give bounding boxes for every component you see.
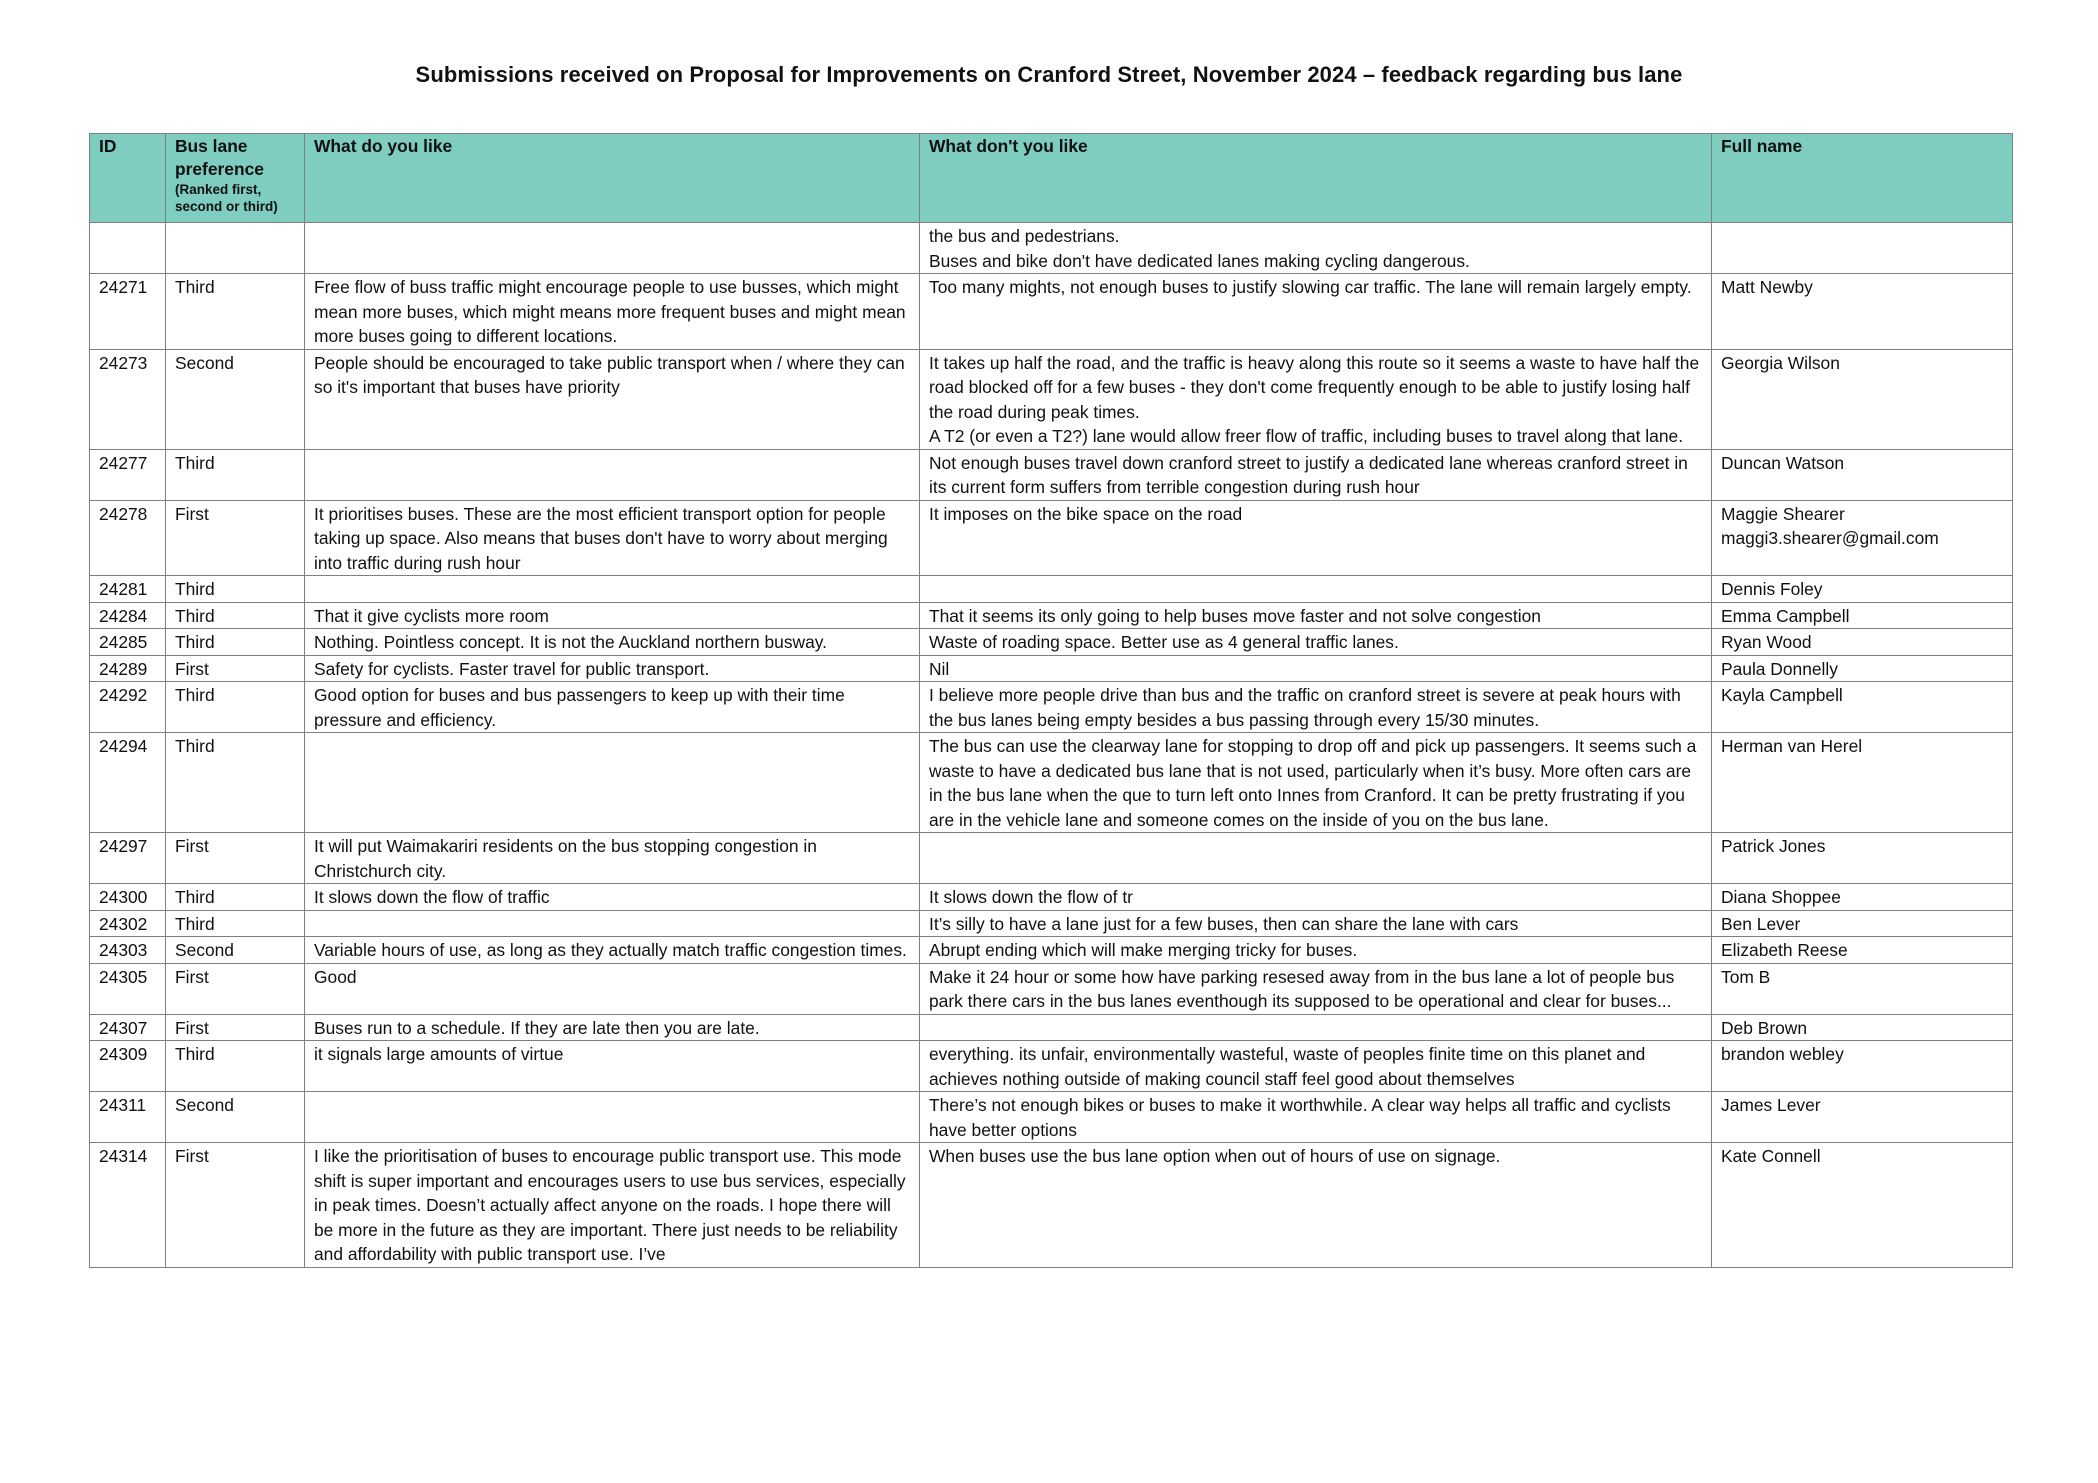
cell-like-line: It slows down the flow of traffic xyxy=(314,887,550,907)
cell-id: 24297 xyxy=(90,833,166,884)
cell-like xyxy=(305,733,920,833)
cell-name xyxy=(1712,500,2013,576)
cell-dislike xyxy=(920,937,1712,964)
cell-name xyxy=(1712,963,2013,1014)
cell-dislike-line: A T2 (or even a T2?) lane would allow freer flow of traffic, including buses to travel along that lane. xyxy=(929,426,1684,446)
cell-dislike xyxy=(920,682,1712,733)
cell-dislike-line: The bus can use the clearway lane for stopping to drop off and pick up passengers. It seems such a waste to have a dedicated bus lane that is not used, particularly when it’s busy. More often cars are in the bus lane when the que to turn left onto Innes from Cranford. It can be pretty frustrating if you are in the vehicle lane and someone comes on the inside of you on the bus lane. xyxy=(929,736,1697,830)
header-preference-sublabel: (Ranked first, second or third) xyxy=(175,182,278,214)
cell-like xyxy=(305,833,920,884)
header-name: Full name xyxy=(1712,134,2013,223)
cell-like xyxy=(305,1143,920,1268)
cell-name xyxy=(1712,682,2013,733)
cell-id: 24314 xyxy=(90,1143,166,1268)
cell-id: 24311 xyxy=(90,1092,166,1143)
cell-name xyxy=(1712,349,2013,449)
table-row xyxy=(90,963,2013,1014)
cell-dislike-line: It takes up half the road, and the traffic is heavy along this route so it seems a waste to have half the road blocked off for a few buses - they don't come frequently enough to be able to justify losing half the road during peak times. xyxy=(929,352,1700,422)
cell-id: 24281 xyxy=(90,576,166,603)
cell-id: 24303 xyxy=(90,937,166,964)
cell-dislike-line: Too many mights, not enough buses to justify slowing car traffic. The lane will remain largely empty. xyxy=(929,277,1692,297)
cell-dislike xyxy=(920,733,1712,833)
cell-name-line: Duncan Watson xyxy=(1721,452,1845,473)
cell-preference: First xyxy=(166,655,305,682)
cell-name xyxy=(1712,223,2013,274)
cell-id: 24277 xyxy=(90,449,166,500)
cell-like xyxy=(305,655,920,682)
cell-like-line: Safety for cyclists. Faster travel for public transport. xyxy=(314,658,710,679)
cell-name-line: James Lever xyxy=(1721,1095,1821,1115)
cell-dislike-line: It slows down the flow of tr xyxy=(929,887,1133,907)
cell-preference: First xyxy=(166,1014,305,1041)
cell-preference: Second xyxy=(166,1092,305,1143)
cell-dislike xyxy=(920,629,1712,656)
table-row xyxy=(90,274,2013,350)
cell-id: 24278 xyxy=(90,500,166,576)
cell-name xyxy=(1712,1092,2013,1143)
cell-id: 24294 xyxy=(90,733,166,833)
cell-dislike xyxy=(920,500,1712,576)
cell-dislike-line: everything. its unfair, environmentally wasteful, waste of peoples finite time on this planet and achieves nothing outside of making council staff feel good about themselves xyxy=(929,1044,1646,1089)
table-row xyxy=(90,449,2013,500)
cell-id xyxy=(90,223,166,274)
cell-name-line: Georgia Wilson xyxy=(1721,352,1840,373)
cell-like xyxy=(305,274,920,350)
cell-like xyxy=(305,449,920,500)
cell-dislike-line: Abrupt ending which will make merging tricky for buses. xyxy=(929,940,1358,960)
cell-preference: First xyxy=(166,833,305,884)
cell-like xyxy=(305,910,920,937)
cell-id: 24307 xyxy=(90,1014,166,1041)
cell-name xyxy=(1712,910,2013,937)
cell-like-line: It will put Waimakariri residents on the bus stopping congestion in Christchurch city. xyxy=(314,836,817,881)
cell-id: 24271 xyxy=(90,274,166,350)
table-row xyxy=(90,937,2013,964)
cell-preference: Third xyxy=(166,733,305,833)
table-row xyxy=(90,1014,2013,1041)
cell-dislike xyxy=(920,602,1712,629)
cell-preference: Third xyxy=(166,274,305,350)
cell-like-line: I like the prioritisation of buses to encourage public transport use. This mode shift is super important and encourages users to use bus services, especially in peak times. Doesn’t actually affect anyone on the roads. I hope there will be more in the future as they are important. There just needs to be reliability and affordability with public transport use. I’ve xyxy=(314,1146,906,1264)
cell-preference: First xyxy=(166,1143,305,1268)
cell-id: 24300 xyxy=(90,884,166,911)
cell-id: 24284 xyxy=(90,602,166,629)
cell-like xyxy=(305,884,920,911)
cell-like xyxy=(305,937,920,964)
cell-name-line: Matt Newby xyxy=(1721,277,1813,297)
cell-name-line: Herman van Herel xyxy=(1721,736,1863,756)
cell-dislike xyxy=(920,963,1712,1014)
table-row xyxy=(90,833,2013,884)
cell-id: 24302 xyxy=(90,910,166,937)
cell-preference: Third xyxy=(166,884,305,911)
cell-like-line: Good option for buses and bus passengers to keep up with their time pressure and efficiency. xyxy=(314,685,845,730)
table-row xyxy=(90,884,2013,911)
cell-name-line: maggi3.shearer@gmail.com xyxy=(1721,528,1939,548)
cell-name xyxy=(1712,884,2013,911)
cell-name xyxy=(1712,1014,2013,1041)
cell-name xyxy=(1712,274,2013,350)
table-row xyxy=(90,1041,2013,1092)
cell-name-line: Patrick Jones xyxy=(1721,836,1826,856)
cell-preference: Third xyxy=(166,576,305,603)
table-header-row xyxy=(90,134,2013,223)
cell-dislike-line: Waste of roading space. Better use as 4 general traffic lanes. xyxy=(929,632,1399,652)
cell-like xyxy=(305,682,920,733)
cell-name-line: Tom B xyxy=(1721,966,1771,987)
table-row xyxy=(90,576,2013,603)
cell-preference: First xyxy=(166,963,305,1014)
submissions-table xyxy=(89,133,2013,1268)
cell-id: 24285 xyxy=(90,629,166,656)
cell-dislike-line: There’s not enough bikes or buses to make it worthwhile. A clear way helps all traffic and cyclists have better options xyxy=(929,1095,1671,1140)
cell-name xyxy=(1712,733,2013,833)
cell-dislike xyxy=(920,449,1712,500)
page-title: Submissions received on Proposal for Improvements on Cranford Street, November 2024 – feedback regarding bus lane xyxy=(415,62,1683,87)
cell-like xyxy=(305,1041,920,1092)
cell-dislike-line: Nil xyxy=(929,658,950,679)
cell-name xyxy=(1712,449,2013,500)
cell-like xyxy=(305,629,920,656)
cell-dislike-line: Make it 24 hour or some how have parking resesed away from in the bus lane a lot of people bus park there cars in the bus lanes eventhough its supposed to be operational and clear for buses... xyxy=(929,966,1675,1011)
table-row xyxy=(90,602,2013,629)
cell-id: 24305 xyxy=(90,963,166,1014)
header-dislike: What don't you like xyxy=(920,134,1712,223)
cell-preference: Third xyxy=(166,1041,305,1092)
cell-name-line: Elizabeth Reese xyxy=(1721,940,1848,960)
cell-name-line: Dennis Foley xyxy=(1721,579,1823,599)
cell-like-line: People should be encouraged to take public transport when / where they can so it's important that buses have priority xyxy=(314,352,905,397)
cell-id: 24289 xyxy=(90,655,166,682)
cell-name-line: Deb Brown xyxy=(1721,1017,1808,1038)
table-row xyxy=(90,629,2013,656)
cell-like-line: Good xyxy=(314,966,357,987)
cell-id: 24292 xyxy=(90,682,166,733)
table-row xyxy=(90,682,2013,733)
header-id: ID xyxy=(90,134,166,223)
cell-like xyxy=(305,576,920,603)
table-row xyxy=(90,349,2013,449)
cell-dislike xyxy=(920,274,1712,350)
cell-name-line: Diana Shoppee xyxy=(1721,887,1841,907)
cell-like xyxy=(305,349,920,449)
cell-like-line: Nothing. Pointless concept. It is not the Auckland northern busway. xyxy=(314,632,827,652)
cell-dislike xyxy=(920,1041,1712,1092)
cell-like xyxy=(305,223,920,274)
cell-name xyxy=(1712,1041,2013,1092)
cell-dislike-line: Not enough buses travel down cranford street to justify a dedicated lane whereas cranford street in its current form suffers from terrible congestion during rush hour xyxy=(929,452,1688,497)
table-row xyxy=(90,500,2013,576)
table-body xyxy=(90,223,2013,1268)
header-preference xyxy=(166,134,305,223)
cell-preference: Second xyxy=(166,937,305,964)
cell-dislike-line: It imposes on the bike space on the road xyxy=(929,503,1243,524)
cell-dislike xyxy=(920,655,1712,682)
table-row xyxy=(90,223,2013,274)
cell-preference: Second xyxy=(166,349,305,449)
cell-dislike xyxy=(920,1092,1712,1143)
cell-name xyxy=(1712,937,2013,964)
cell-name xyxy=(1712,833,2013,884)
cell-dislike xyxy=(920,833,1712,884)
cell-like xyxy=(305,602,920,629)
cell-dislike-line: the bus and pedestrians. xyxy=(929,226,1120,246)
cell-id: 24309 xyxy=(90,1041,166,1092)
table-row xyxy=(90,733,2013,833)
header-preference-label: Bus lane preference xyxy=(175,136,264,179)
cell-like xyxy=(305,963,920,1014)
table-row xyxy=(90,1143,2013,1268)
cell-dislike xyxy=(920,1014,1712,1041)
cell-preference: Third xyxy=(166,602,305,629)
cell-name xyxy=(1712,629,2013,656)
cell-name-line: Kayla Campbell xyxy=(1721,685,1843,705)
table-row xyxy=(90,1092,2013,1143)
cell-name-line: Maggie Shearer xyxy=(1721,503,1845,524)
cell-dislike xyxy=(920,223,1712,274)
cell-dislike xyxy=(920,1143,1712,1268)
cell-like-line: it signals large amounts of virtue xyxy=(314,1044,564,1064)
cell-like-line: Free flow of buss traffic might encourage people to use busses, which might mean more buses, which might means more frequent buses and might mean more buses going to different locations. xyxy=(314,277,906,346)
cell-like-line: Buses run to a schedule. If they are late then you are late. xyxy=(314,1017,760,1038)
cell-name xyxy=(1712,1143,2013,1268)
cell-name-line: Paula Donnelly xyxy=(1721,658,1838,679)
cell-dislike-line: That it seems its only going to help buses move faster and not solve congestion xyxy=(929,605,1541,626)
cell-name-line: Emma Campbell xyxy=(1721,605,1850,626)
cell-dislike xyxy=(920,884,1712,911)
cell-name-line: Ben Lever xyxy=(1721,913,1801,934)
cell-name xyxy=(1712,602,2013,629)
cell-dislike xyxy=(920,576,1712,603)
cell-name xyxy=(1712,576,2013,603)
cell-like xyxy=(305,500,920,576)
cell-preference: Third xyxy=(166,449,305,500)
cell-preference: Third xyxy=(166,682,305,733)
cell-dislike-line: I believe more people drive than bus and the traffic on cranford street is severe at peak hours with the bus lanes being empty besides a bus passing through every 15/30 minutes. xyxy=(929,685,1681,730)
cell-dislike xyxy=(920,349,1712,449)
table-row xyxy=(90,910,2013,937)
cell-dislike-line: Buses and bike don't have dedicated lanes making cycling dangerous. xyxy=(929,250,1470,271)
cell-dislike-line: It’s silly to have a lane just for a few buses, then can share the lane with cars xyxy=(929,913,1519,934)
cell-like-line: Variable hours of use, as long as they actually match traffic congestion times. xyxy=(314,940,907,960)
cell-preference xyxy=(166,223,305,274)
cell-dislike xyxy=(920,910,1712,937)
cell-name xyxy=(1712,655,2013,682)
cell-like-line: That it give cyclists more room xyxy=(314,605,549,626)
cell-preference: Third xyxy=(166,910,305,937)
cell-preference: First xyxy=(166,500,305,576)
cell-id: 24273 xyxy=(90,349,166,449)
cell-name-line: brandon webley xyxy=(1721,1044,1844,1064)
cell-dislike-line: When buses use the bus lane option when out of hours of use on signage. xyxy=(929,1146,1501,1166)
cell-like xyxy=(305,1092,920,1143)
cell-name-line: Kate Connell xyxy=(1721,1146,1821,1166)
cell-preference: Third xyxy=(166,629,305,656)
cell-name-line: Ryan Wood xyxy=(1721,632,1812,652)
cell-like xyxy=(305,1014,920,1041)
header-like: What do you like xyxy=(305,134,920,223)
cell-like-line: It prioritises buses. These are the most efficient transport option for people taking up space. Also means that buses don't have to worry about merging into traffic during rush hour xyxy=(314,503,888,573)
table-row xyxy=(90,655,2013,682)
